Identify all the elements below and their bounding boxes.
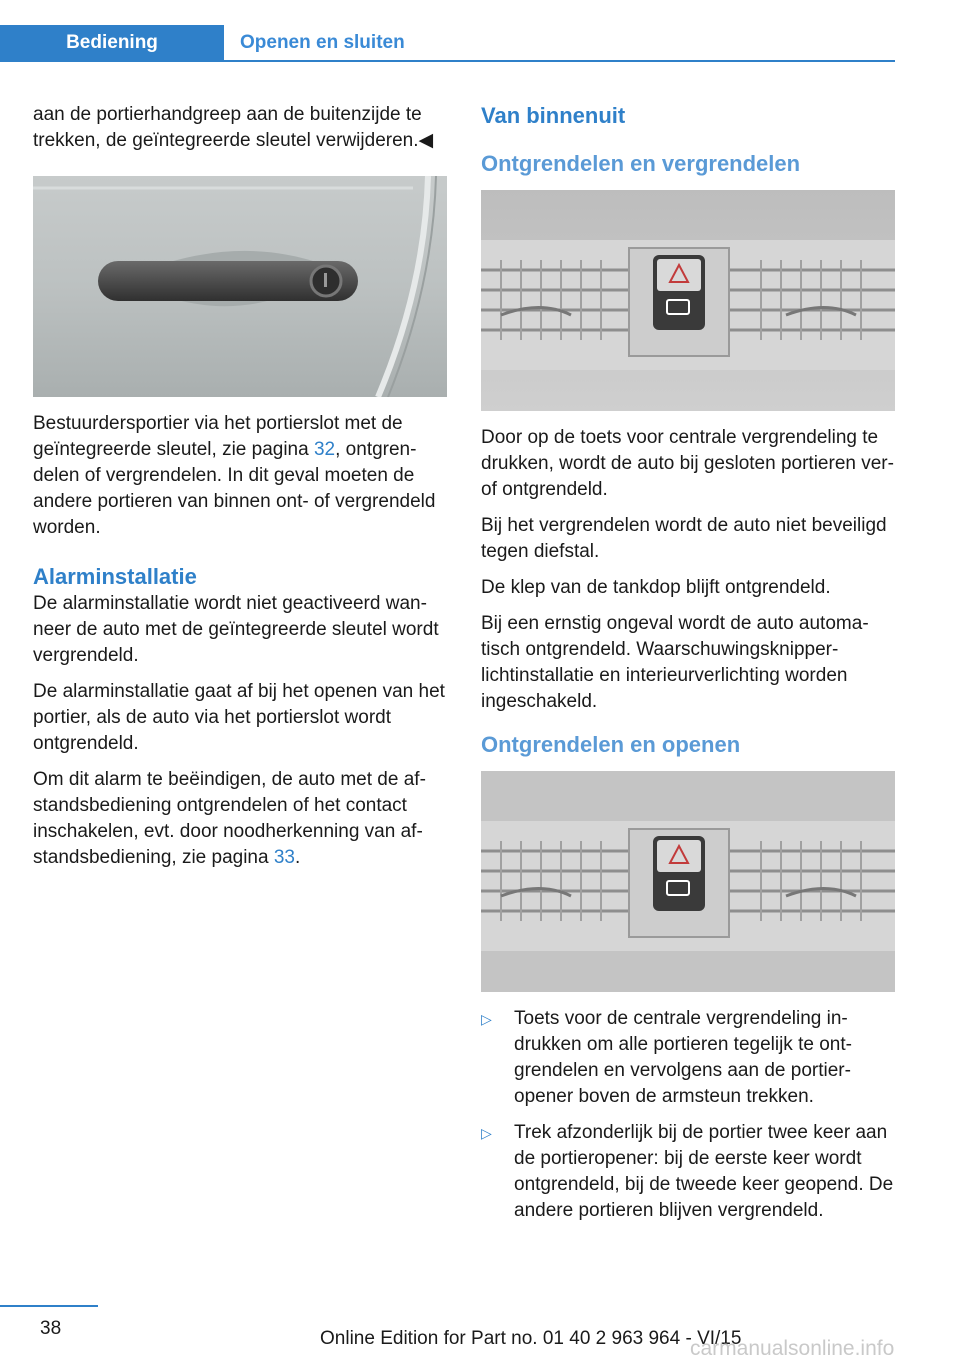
subheading-unlock-lock: Ontgrendelen en vergrendelen bbox=[481, 151, 801, 176]
list-item-text: Trek afzonderlijk bij de portier twee keer aan de portieropener: bij de eerste keer wordt ontgrendeld, bij de tweede keer geopend. De andere portieren blijven vergrendeld. bbox=[514, 1122, 894, 1221]
tab-openen-en-sluiten[interactable]: Openen en sluiten bbox=[240, 31, 405, 53]
right-paragraph-1: Door op de toets voor centrale vergrendeling te drukken, wordt de auto bij gesloten portieren ver- of ontgrendeld. bbox=[481, 427, 894, 500]
page-link-33[interactable]: 33 bbox=[273, 847, 295, 868]
alarm-paragraph-3 bbox=[33, 767, 447, 871]
right-paragraph-4: Bij een ernstig ongeval wordt de auto automatisch ontgrendeld. Waarschuwingsknipperlichtinstallatie en interieurverlichting worden ingeschakeld. bbox=[481, 613, 869, 712]
driver-door-text: Bestuurdersportier via het portierslot met de geïntegreerde sleutel, zie pagina bbox=[33, 413, 403, 460]
list-item bbox=[481, 1120, 895, 1224]
right-paragraph-2: Bij het vergrendelen wordt de auto niet beveiligd tegen diefstal. bbox=[481, 515, 887, 562]
alarm-paragraph-3-text: Om dit alarm te beëindigen, de auto met de afstandsbediening ontgrendelen of het contact inschakelen, evt. door noodherkenning van afstandsbediening, zie pagina bbox=[33, 769, 426, 868]
header-divider bbox=[0, 60, 895, 62]
subheading-unlock-open: Ontgrendelen en openen bbox=[481, 732, 741, 757]
triangle-bullet-icon: ▷ bbox=[481, 1125, 492, 1141]
alarm-paragraph-1: De alarminstallatie wordt niet geactiveerd wanneer de auto met de geïntegreerde sleutel wordt vergrendeld. bbox=[33, 593, 439, 666]
central-locking-button-illustration bbox=[481, 190, 895, 411]
instruction-list bbox=[481, 1006, 895, 1224]
list-item-text: Toets voor de centrale vergrendeling indrukken om alle portieren tegelijk te ontgrendelen en vervolgens aan de portieropener boven de armsteun trekken. bbox=[514, 1008, 852, 1107]
edition-info: Online Edition for Part no. 01 40 2 963 964 - VI/15 bbox=[320, 1328, 742, 1349]
watermark: carmanualsonline.info bbox=[690, 1337, 895, 1360]
alarm-paragraph-2: De alarminstallatie gaat af bij het openen van het portier, als de auto via het portierslot wordt ontgrendeld. bbox=[33, 681, 445, 754]
right-paragraph-3: De klep van de tankdop blijft ontgrendeld. bbox=[481, 577, 831, 598]
triangle-bullet-icon: ▷ bbox=[481, 1011, 492, 1027]
tab-bediening[interactable]: Bediening bbox=[0, 25, 224, 60]
alarm-heading: Alarminstallatie bbox=[33, 564, 197, 589]
alarm-paragraph-3-end: . bbox=[295, 847, 301, 868]
driver-door-text-end: , ontgrendelen of vergrendelen. In dit geval moeten de andere portieren van binnen ont- of vergrendeld worden. bbox=[33, 439, 436, 538]
driver-door-paragraph bbox=[33, 411, 447, 541]
right-column bbox=[481, 102, 895, 1234]
footer-divider bbox=[0, 1305, 98, 1307]
section-heading: Van binnenuit bbox=[481, 103, 626, 128]
list-item bbox=[481, 1006, 895, 1110]
door-handle-illustration bbox=[33, 176, 447, 397]
page-number: 38 bbox=[40, 1318, 62, 1339]
intro-paragraph: aan de portierhandgreep aan de buitenzijde te trekken, de geïntegreerde sleutel verwijderen.◀ bbox=[33, 104, 434, 151]
page-header bbox=[0, 0, 895, 62]
page-link-32[interactable]: 32 bbox=[313, 439, 336, 460]
door-opener-illustration bbox=[481, 771, 895, 992]
left-column bbox=[33, 102, 447, 881]
